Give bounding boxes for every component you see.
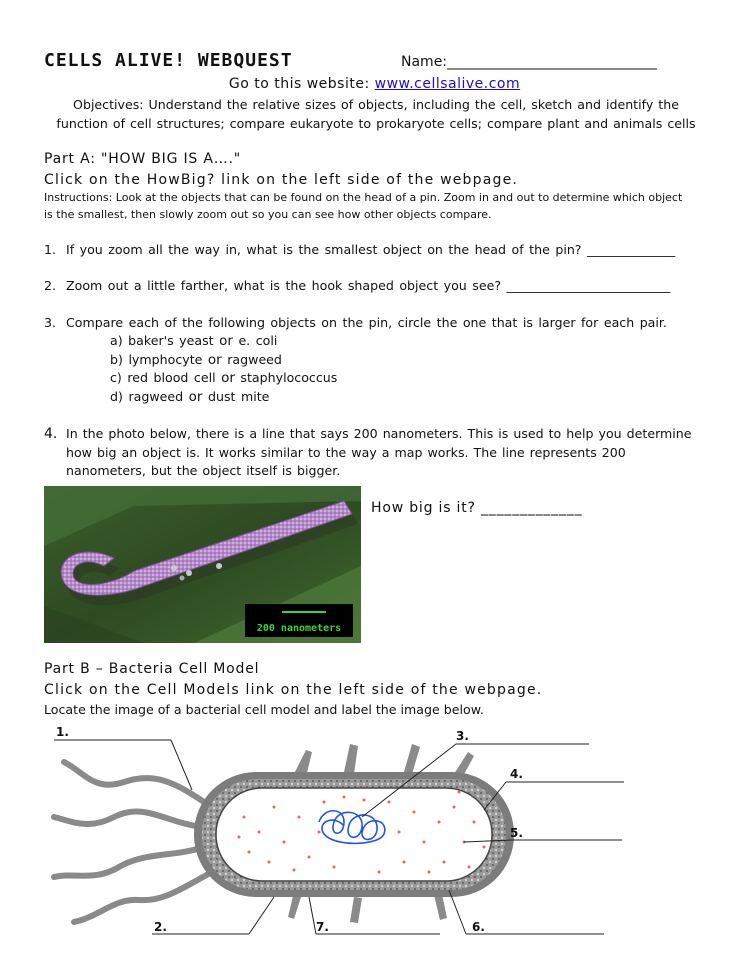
label-4: 4. [510,767,523,781]
label-2: 2. [154,920,167,934]
howbig-photo [44,486,361,643]
question-2 [44,277,709,295]
question-3 [44,314,709,332]
question-3-options [110,332,337,406]
part-a-heading: Part A: "HOW BIG IS A…." [44,151,242,167]
bacterial-cell-diagram [44,722,724,942]
question-1 [44,241,709,259]
part-b-heading: Part B – Bacteria Cell Model [44,661,260,677]
option-a[interactable]: a) baker's yeast or e. coli [110,333,278,349]
flagella [54,762,212,922]
part-b-instruction-heading: Click on the Cell Models link on the left side of the webpage. [44,682,543,698]
label-1: 1. [56,725,69,739]
question-3-number: 3. [44,315,57,330]
worksheet-title: CELLS ALIVE! WEBQUEST [44,50,293,71]
question-3-text: Compare each of the following objects on the pin, circle the one that is larger for each pair. [66,315,667,330]
label-7: 7. [316,920,329,934]
website-link[interactable]: www.cellsalive.com [374,76,521,92]
label-5: 5. [510,826,523,840]
option-d[interactable]: d) ragweed or dust mite [110,388,270,405]
question-4 [44,425,709,481]
question-2-text: Zoom out a little farther, what is the hook shaped object you see? __________________________ [66,278,671,293]
label-3: 3. [456,729,469,743]
label-6: 6. [472,920,485,934]
objectives-text: Objectives: Understand the relative sizes of objects, including the cell, sketch and identify the function of cell structures; compare eukaryote to prokaryote cells; compare plant and animals cells [56,97,696,131]
question-4-number: 4. [44,426,58,442]
question-1-number: 1. [44,242,57,257]
name-field-label[interactable]: Name:______________________________ [401,54,658,70]
part-a-instructions: Instructions: Look at the objects that can be found on the head of a pin. Zoom in and out to determine which object is the smallest, then slowly zoom out so you can see how other objects compare. [44,191,683,221]
question-2-number: 2. [44,278,57,293]
how-big-prompt: How big is it? _____________ [371,500,583,516]
part-b-instructions: Locate the image of a bacterial cell model and label the image below. [44,702,484,717]
goto-prefix: Go to this website: [228,76,370,92]
question-4-text: In the photo below, there is a line that says 200 nanometers. This is used to help you determine how big an object is. It works similar to the way a map works. The line represents 200 nanometers, but the object itself is bigger. [66,426,692,478]
goto-website-line [0,76,749,92]
option-b[interactable]: b) lymphocyte or ragweed [110,351,282,368]
option-c[interactable]: c) red blood cell or staphylococcus [110,370,338,386]
question-1-text: If you zoom all the way in, what is the smallest object on the head of the pin? ______________ [66,242,676,257]
scale-bar-label: 200 nanometers [256,623,342,634]
part-a-instruction-heading: Click on the HowBig? link on the left side of the webpage. [44,172,519,188]
